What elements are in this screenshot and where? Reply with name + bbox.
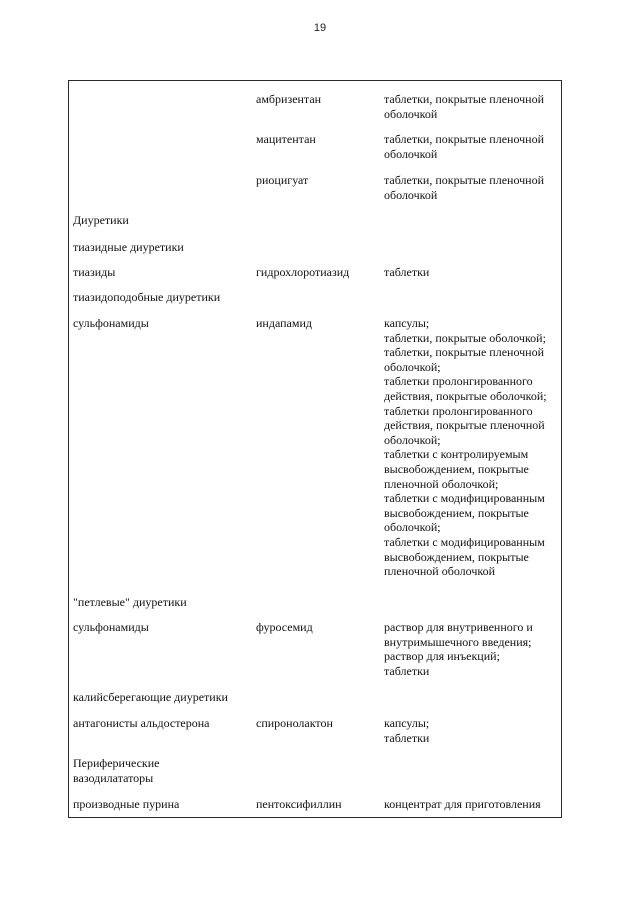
table-cell-drug: мацитентан [256, 132, 316, 146]
page-number: 19 [313, 22, 327, 34]
table-cell-form: капсулы; таблетки [384, 716, 430, 745]
table-cell-group: калийсберегающие диуретики [73, 690, 228, 704]
table-cell-form: раствор для внутривенного и внутримышечного введения; раствор для инъекций; таблетки [384, 620, 533, 678]
table-cell-group: тиазидные диуретики [73, 240, 184, 254]
table-cell-group: сульфонамиды [73, 316, 149, 330]
table-cell-group: Диуретики [73, 213, 129, 227]
table-cell-group: тиазиды [73, 265, 116, 279]
table-cell-form: таблетки, покрытые пленочной оболочкой [384, 92, 545, 121]
table-cell-form: капсулы; таблетки, покрытые оболочкой; таблетки, покрытые пленочной оболочкой; таблетки пролонгированного действия, покрытые оболочкой; таблетки пролонгированного действия, покрытые пленочной оболочкой; таблетки с контролируемым высвобождением, покрытые пленочной оболочкой; таблетки с модифицированным высвобождением, покрытые оболочкой; таблетки с модифицированным высвобождением, покрытые пленочной оболочкой [384, 316, 547, 579]
table-cell-group: антагонисты альдостерона [73, 716, 210, 730]
table-cell-drug: фуросемид [256, 620, 313, 634]
table-cell-group: Периферические вазодилататоры [73, 756, 160, 785]
table-cell-group: производные пурина [73, 797, 180, 811]
table-cell-drug: пентоксифиллин [256, 797, 342, 811]
table-cell-drug: амбризентан [256, 92, 322, 106]
table-cell-drug: индапамид [256, 316, 312, 330]
table-cell-form: таблетки, покрытые пленочной оболочкой [384, 132, 545, 161]
table-cell-form: таблетки, покрытые пленочной оболочкой [384, 173, 545, 202]
table-cell-group: "петлевые" диуретики [73, 595, 187, 609]
table-cell-drug: гидрохлоротиазид [256, 265, 350, 279]
table-cell-drug: спиронолактон [256, 716, 333, 730]
table-cell-group: тиазидоподобные диуретики [73, 290, 221, 304]
table-cell-form: концентрат для приготовления [384, 797, 541, 811]
table-cell-form: таблетки [384, 265, 430, 279]
table-cell-group: сульфонамиды [73, 620, 149, 634]
table-cell-drug: риоцигуат [256, 173, 309, 187]
